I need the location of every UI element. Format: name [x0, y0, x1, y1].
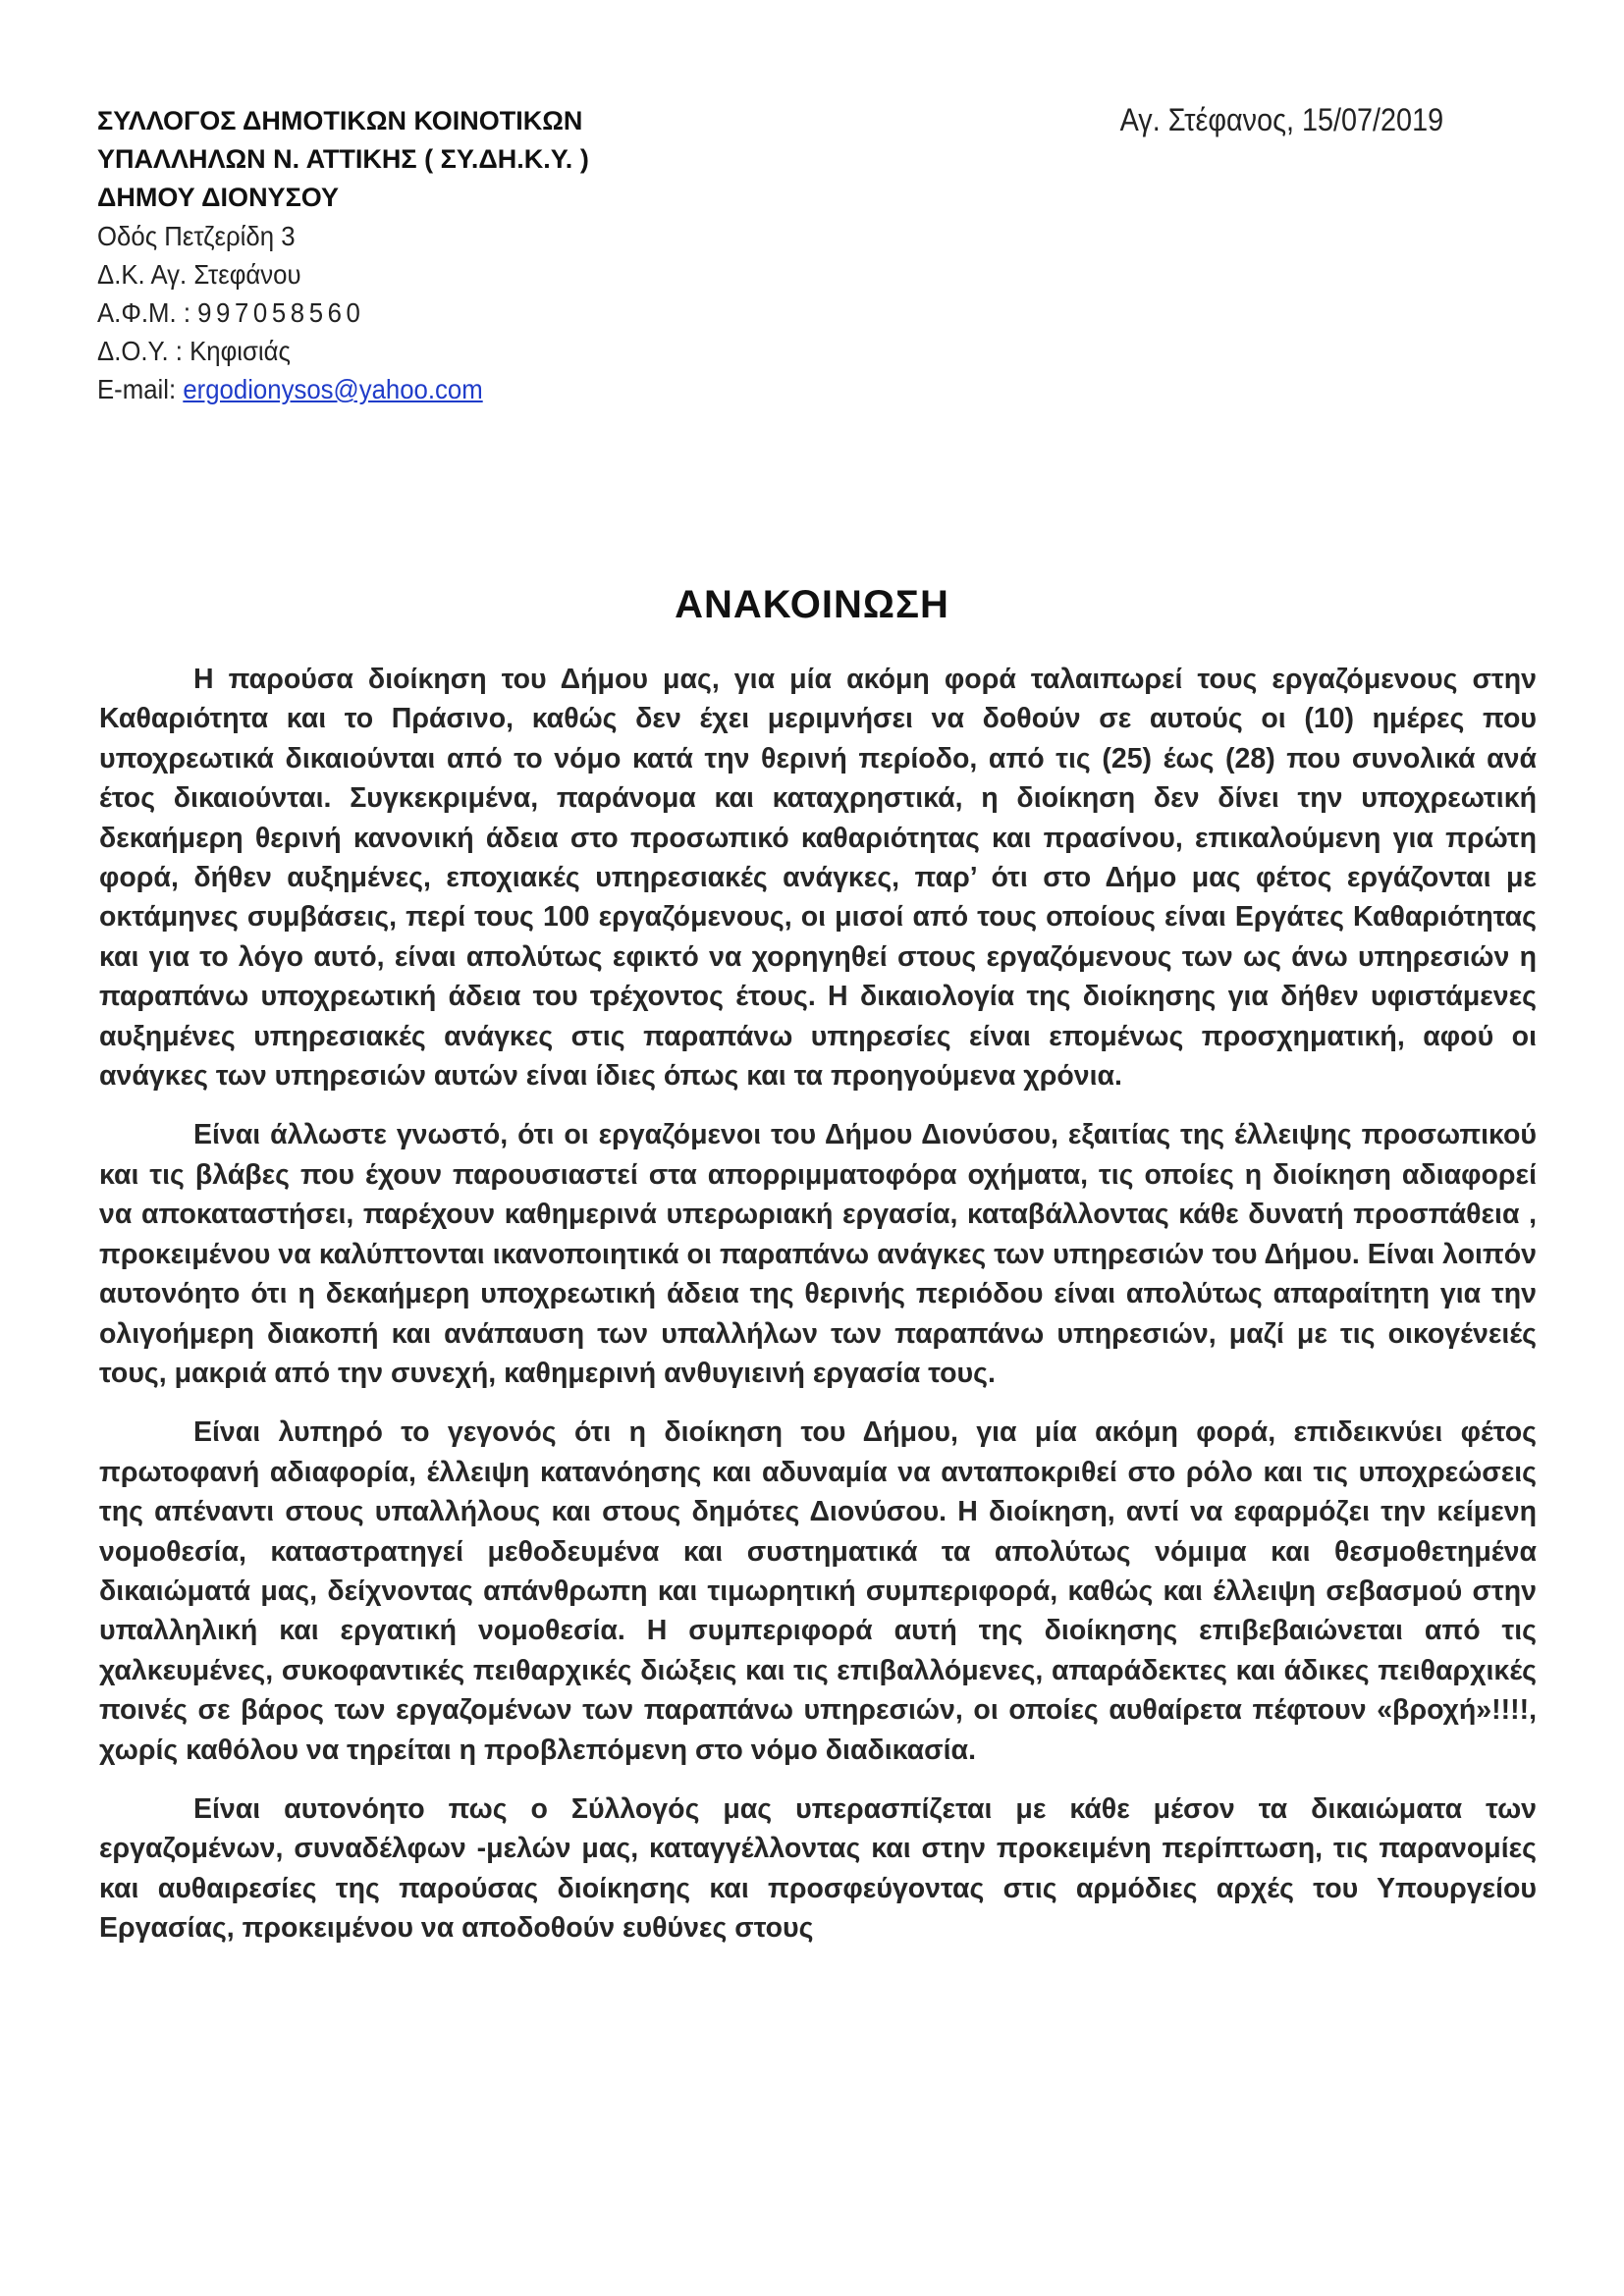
announcement-body [99, 660, 1537, 1968]
street-address: Οδός Πετζερίδη 3 [97, 221, 296, 251]
email-label: E-mail: [97, 374, 184, 404]
postal-district: Δ.Κ. Αγ. Στεφάνου [97, 259, 301, 290]
body-paragraph-4: Είναι αυτονόητο πως ο Σύλλογός μας υπερασπίζεται με κάθε μέσον τα δικαιώματα των εργαζομένων, συναδέλφων -μελών μας, καταγγέλλοντας και στην προκειμένη περίπτωση, τις παρανομίες και αυθαιρεσίες της παρούσας διοίκησης και προσφεύγοντας στις αρμόδιες αρχές του Υπουργείου Εργασίας, προκειμένου να αποδοθούν ευθύνες στους [99, 1792, 1537, 1945]
body-paragraph-2: Είναι άλλωστε γνωστό, ότι οι εργαζόμενοι του Δήμου Διονύσου, εξαιτίας της έλλειψης προσωπικού και τις βλάβες που έχουν παρουσιαστεί στα απορριμματοφόρα οχήματα, τις οποίες η διοίκηση αδιαφορεί να αποκαταστήσει, παρέχουν καθημερινά υπερωριακή εργασία, καταβάλλοντας κάθε δυνατή προσπάθεια , προκειμένου να καλύπτονται ικανοποιητικά οι παραπάνω ανάγκες των υπηρεσιών του Δήμου. Είναι λοιπόν αυτονόητο ότι η δεκαήμερη υποχρεωτική άδεια της θερινής περιόδου είναι απολύτως απαραίτητη για την ολιγοήμερη διακοπή και ανάπαυση των υπαλλήλων των παραπάνω υπηρεσιών, μαζί με τις οικογένειές τους, μακριά από την συνεχή, καθημερινή ανθυγιεινή εργασία τους. [99, 1119, 1537, 1389]
body-paragraph-3: Είναι λυπηρό το γεγονός ότι η διοίκηση του Δήμου, για μία ακόμη φορά, επιδεικνύει φέτος πρωτοφανή αδιαφορία, έλλειψη κατανόησης και αδυναμία να ανταποκριθεί στο ρόλο και τις υποχρεώσεις της απέναντι στους υπαλλήλους και στους δημότες Διονύσου. Η διοίκηση, αντί να εφαρμόζει την κείμενη νομοθεσία, καταστρατηγεί μεθοδευμένα και συστηματικά τα απολύτως νόμιμα και θεσμοθετημένα δικαιώματά μας, δείχνοντας απάνθρωπη και τιμωρητική συμπεριφορά, καθώς και έλλειψη σεβασμού στην υπαλληλική και εργατική νομοθεσία. Η συμπεριφορά αυτή της διοίκησης επιβεβαιώνεται από τις χαλκευμένες, συκοφαντικές πειθαρχικές διώξεις και τις επιβαλλόμενες, απαράδεκτες και άδικες πειθαρχικές ποινές σε βάρος των εργαζομένων των παραπάνω υπηρεσιών, οι οποίες αυθαίρετα πέφτουν «βροχή»!!!!, χωρίς καθόλου να τηρείται η προβλεπόμενη στο νόμο διαδικασία. [99, 1416, 1537, 1766]
org-name-line-3: ΔΗΜΟΥ ΔΙΟΝΥΣΟΥ [97, 183, 340, 212]
tax-id-line [97, 294, 730, 332]
org-name-line-1: ΣΥΛΛΟΓΟΣ ΔΗΜΟΤΙΚΩΝ ΚΟΙΝΟΤΙΚΩΝ [97, 106, 583, 135]
tax-id-value: 997058560 [197, 297, 365, 328]
email-line [97, 370, 730, 408]
place-date: Αγ. Στέφανος, 15/07/2019 [1119, 102, 1443, 137]
org-name-line-2: ΥΠΑΛΛΗΛΩΝ Ν. ΑΤΤΙΚΗΣ ( ΣΥ.ΔΗ.Κ.Υ. ) [97, 144, 589, 174]
tax-id-label: Α.Φ.Μ. : [97, 297, 198, 328]
body-paragraph-1: Η παρούσα διοίκηση του Δήμου μας, για μία ακόμη φορά ταλαιπωρεί τους εργαζόμενους στην Καθαριότητα και το Πράσινο, καθώς δεν έχει μεριμνήσει να δοθούν σε αυτούς οι (10) ημέρες που υποχρεωτικά δικαιούνται από το νόμο κατά την θερινή περίοδο, από τις (25) έως (28) που συνολικά ανά έτος δικαιούνται. Συγκεκριμένα, παράνομα και καταχρηστικά, η διοίκηση δεν δίνει την υποχρεωτική δεκαήμερη θερινή κανονική άδεια στο προσωπικό καθαριότητας και πρασίνου, επικαλούμενη για πρώτη φορά, δήθεν αυξημένες, εποχιακές υπηρεσιακές ανάγκες, παρ’ ότι στο Δήμο μας φέτος εργάζονται με οκτάμηνες συμβάσεις, περί τους 100 εργαζόμενους, οι μισοί από τους οποίους είναι Εργάτες Καθαριότητας και για το λόγο αυτό, είναι απολύτως εφικτό να χορηγηθεί στους εργαζόμενους των ως άνω υπηρεσιών η παραπάνω υποχρεωτική άδεια του τρέχοντος έτους. Η δικαιολογία της διοίκησης για δήθεν υφιστάμενες αυξημένες υπηρεσιακές ανάγκες στις παραπάνω υπηρεσίες είναι επομένως προσχηματική, αφού οι ανάγκες των υπηρεσιών αυτών είναι ίδιες όπως και τα προηγούμενα χρόνια. [99, 664, 1537, 1093]
email-link[interactable]: ergodionysos@yahoo.com [183, 374, 483, 404]
document-title: ΑΝΑΚΟΙΝΩΣΗ [675, 583, 949, 626]
sender-block [97, 102, 785, 408]
tax-office-line: Δ.Ο.Υ. : Κηφισιάς [97, 336, 291, 366]
